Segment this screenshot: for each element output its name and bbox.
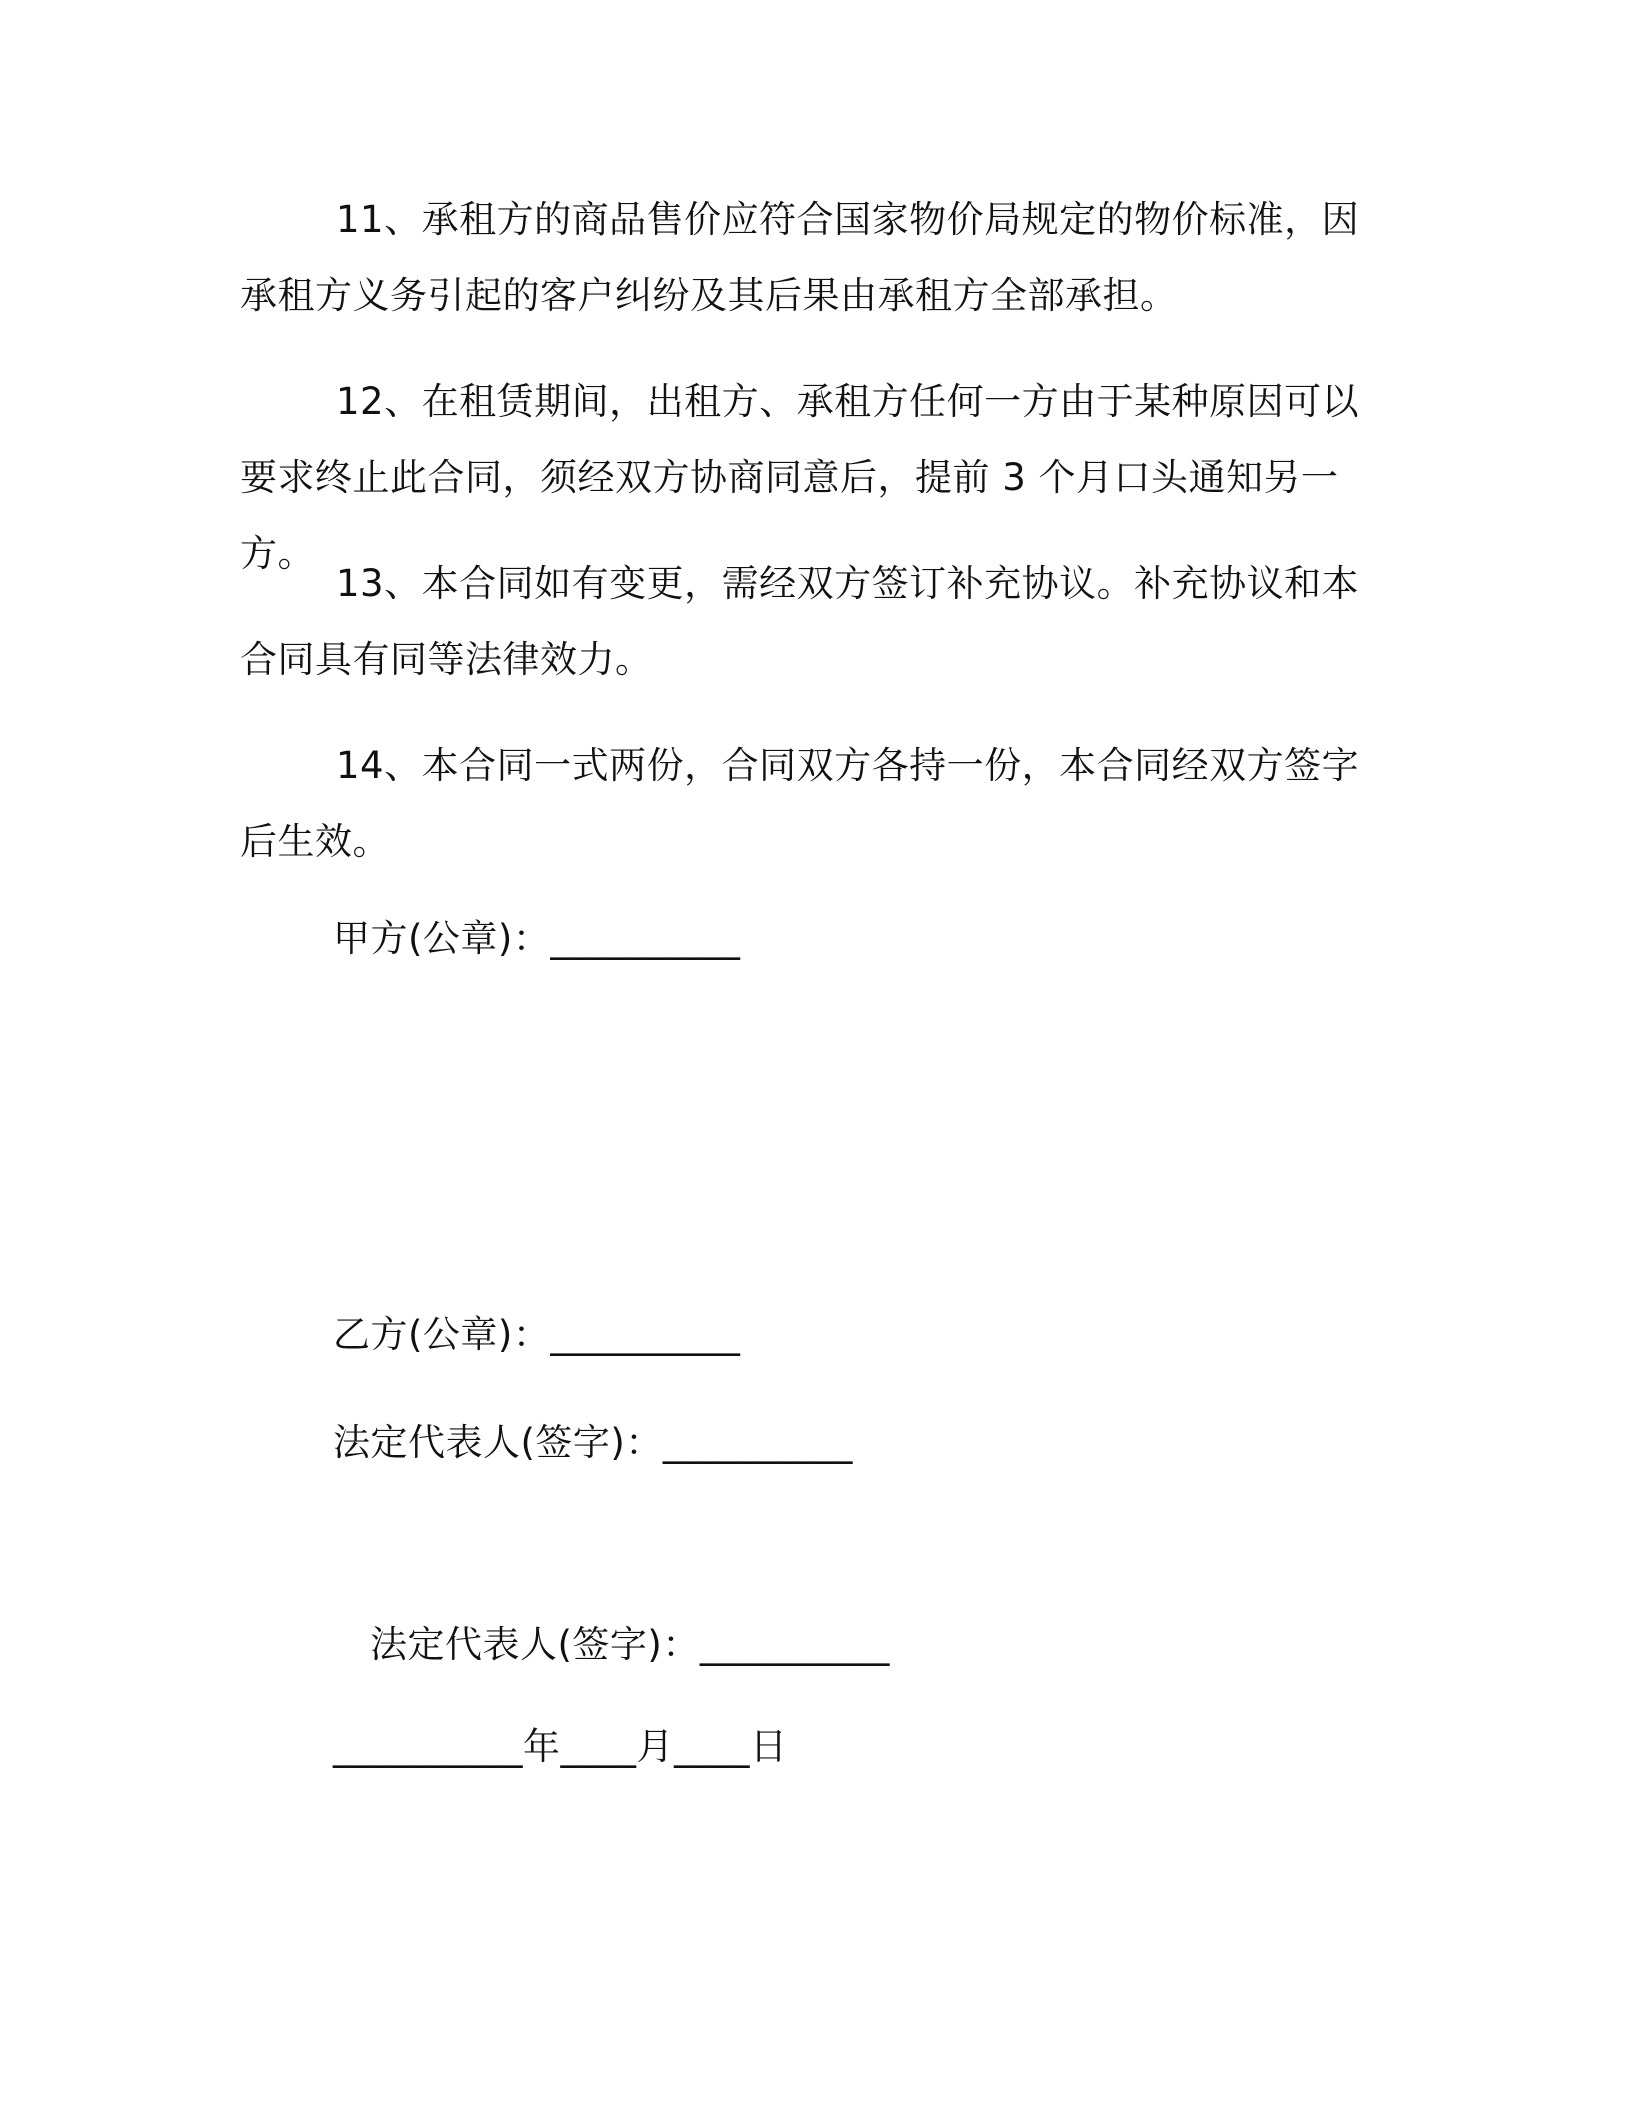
legal-rep-signature-line-1: 法定代表人(签字)：__________	[333, 1421, 853, 1464]
clause-12: 12、在租赁期间，出租方、承租方任何一方由于某种原因可以要求终止此合同，须经双方协商同意后，提前 3 个月口头通知另一方。	[240, 380, 1360, 575]
clause-11: 11、承租方的商品售价应符合国家物价局规定的物价标准，因承租方义务引起的客户纠纷及其后果由承租方全部承担。	[240, 198, 1360, 317]
party-a-seal-line: 甲方(公章)：__________	[333, 917, 741, 960]
legal-rep-signature-line-2: 法定代表人(签字)：__________	[370, 1623, 890, 1666]
party-b-seal-line: 乙方(公章)：__________	[333, 1313, 741, 1356]
clause-14: 14、本合同一式两份，合同双方各持一份，本合同经双方签字后生效。	[240, 744, 1360, 863]
clause-13: 13、本合同如有变更，需经双方签订补充协议。补充协议和本合同具有同等法律效力。	[240, 562, 1360, 681]
date-line: __________年____月____日	[333, 1725, 788, 1768]
